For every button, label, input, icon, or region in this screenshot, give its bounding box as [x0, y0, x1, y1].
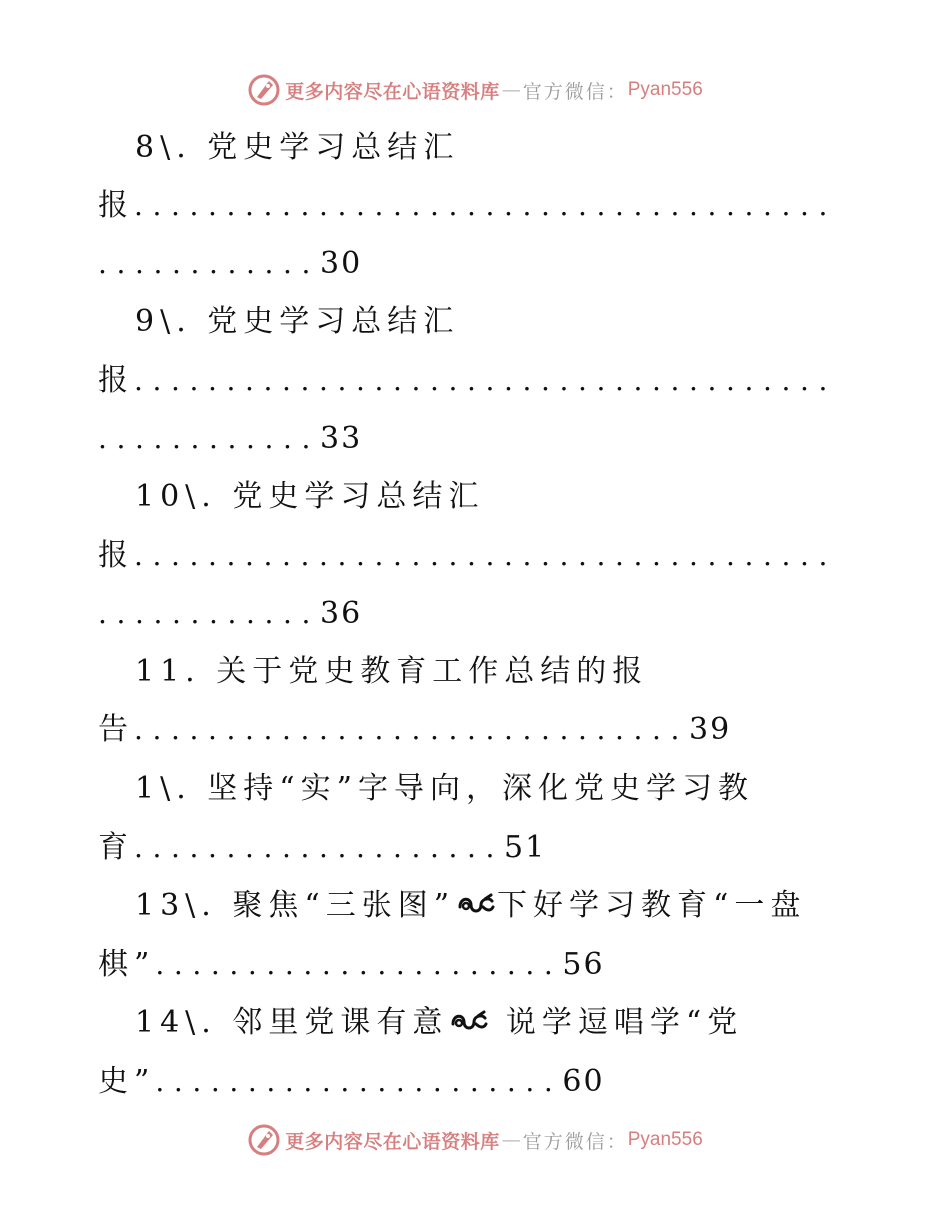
toc-entry-1-page: 51: [504, 830, 547, 865]
toc-entry-9-leader: 报......................................: [98, 363, 838, 398]
toc-entry-10-page-line: ............36: [98, 596, 363, 631]
ornament-knot-icon: [450, 1010, 488, 1034]
toc-entry-9-page-line: ............33: [98, 421, 363, 456]
wechat-id: Pyan556: [627, 1129, 703, 1150]
toc-entry-1-title[interactable]: 1\. 坚持“实”字导向，深化党史学习教: [135, 771, 754, 806]
toc-entry-8-leader: 报......................................: [98, 188, 838, 223]
ornament-knot-icon: [457, 893, 495, 917]
toc-entry-9-page: 33: [320, 421, 363, 456]
toc-entry-13-title[interactable]: 13\. 聚焦“三张图” 下好学习教育“一盘: [135, 888, 807, 923]
toc-entry-14-page: 60: [562, 1064, 605, 1099]
banner-separator: —: [501, 1129, 521, 1151]
toc-entry-14-title[interactable]: 14\. 邻里党课有意 说学逗唱学“党: [135, 1005, 744, 1040]
toc-entry-1-page-line: 育....................51: [98, 830, 547, 865]
toc-entry-10-leader: 报......................................: [98, 538, 838, 573]
banner-separator: —: [501, 79, 521, 101]
toc-entry-10-page: 36: [320, 596, 363, 631]
toc-entry-13-page-line: 棋”......................56: [98, 947, 605, 982]
toc-entry-8-page-line: ............30: [98, 246, 363, 281]
toc-entry-13-page: 56: [562, 947, 605, 982]
wechat-id: Pyan556: [627, 79, 703, 100]
toc-entry-11-title[interactable]: 11. 关于党史教育工作总结的报: [135, 654, 649, 689]
toc-entry-8-title[interactable]: 8\. 党史学习总结汇: [135, 130, 460, 165]
footer-watermark-banner: [0, 1120, 950, 1160]
site-name: 更多内容尽在心语资料库: [285, 80, 500, 103]
site-name: 更多内容尽在心语资料库: [285, 1130, 500, 1153]
wechat-label: 官方微信：: [522, 80, 628, 103]
toc-entry-11-page-line: 告..............................39: [98, 712, 732, 747]
toc-entry-8-page: 30: [320, 246, 363, 281]
wechat-label: 官方微信：: [522, 1130, 628, 1153]
pen-nib-logo-icon: [247, 1123, 281, 1157]
toc-entry-10-title[interactable]: 10\. 党史学习总结汇: [135, 479, 485, 514]
pen-nib-logo-icon: [247, 73, 281, 107]
toc-entry-14-page-line: 史”......................60: [98, 1064, 605, 1099]
toc-entry-11-page: 39: [689, 712, 732, 747]
header-watermark-banner: [0, 70, 950, 110]
toc-entry-9-title[interactable]: 9\. 党史学习总结汇: [135, 304, 460, 339]
